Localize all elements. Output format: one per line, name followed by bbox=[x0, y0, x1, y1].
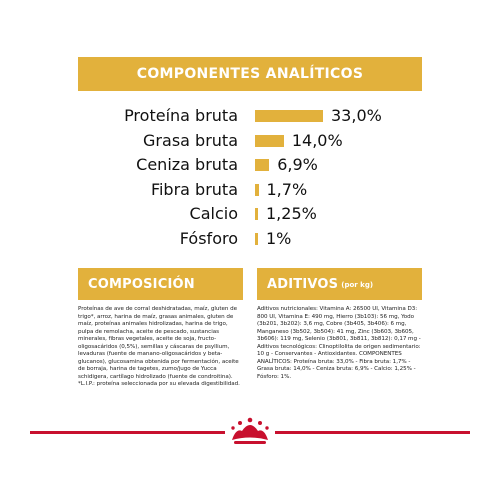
nutrient-value: 33,0% bbox=[331, 106, 382, 125]
nutrient-value: 1% bbox=[266, 228, 292, 248]
analytical-components-title: COMPONENTES ANALÍTICOS bbox=[136, 66, 364, 82]
nutrient-label: Proteína bruta bbox=[124, 106, 238, 125]
nutrient-row bbox=[0, 227, 500, 251]
nutrient-bar bbox=[255, 135, 284, 147]
nutrient-bar bbox=[255, 110, 323, 122]
composition-header bbox=[78, 268, 243, 300]
additives-header bbox=[257, 268, 422, 300]
nutrient-bar bbox=[255, 208, 258, 220]
nutrient-label: Fibra bruta bbox=[150, 179, 238, 199]
additives-panel bbox=[257, 268, 422, 389]
nutrient-label: Ceniza bruta bbox=[136, 155, 238, 174]
footer-divider-left bbox=[30, 431, 225, 434]
composition-title: COMPOSICIÓN bbox=[88, 276, 195, 292]
nutrient-bar bbox=[255, 159, 269, 171]
analytical-components-header bbox=[78, 57, 422, 91]
nutrient-bar bbox=[255, 233, 258, 245]
nutrient-row bbox=[0, 104, 500, 128]
royal-canin-crown-icon bbox=[228, 416, 272, 446]
nutrient-bar bbox=[255, 184, 259, 196]
footer-divider-right bbox=[275, 431, 470, 434]
footer bbox=[0, 416, 500, 446]
nutrient-label: Calcio bbox=[189, 204, 238, 223]
nutrient-value: 1,25% bbox=[266, 204, 317, 223]
nutrient-value: 1,7% bbox=[266, 179, 308, 199]
nutrient-value: 6,9% bbox=[277, 155, 318, 174]
nutrient-label: Fósforo bbox=[179, 228, 238, 248]
nutrient-row bbox=[0, 202, 500, 226]
composition-text: Proteínas de ave de corral deshidratadas, maíz, gluten de trigo*, arroz, harina de maíz, grasas animales, gluten de maíz, proteínas animales hidrolizadas, harina de trigo, pulpa de remolacha, aceite de pescado, sustancias minerales, fibras vegetales, aceite de soja, fructo-oligosacáridos (0,5%), semillas y cáscaras de psyllium, levaduras (fuente de manano-oligosacáridos y beta-glucanos), glucosamina obtenida por fermentación, aceite de borraja, harina de tagetes, zumo/jugo de Yucca schidigera, cartílago hidrolizado (fuente de condroitina). *L.I.P.: proteína seleccionada por su elevada digestibilidad. bbox=[78, 306, 240, 387]
nutrient-row bbox=[0, 178, 500, 202]
nutrient-value: 14,0% bbox=[291, 130, 343, 150]
additives-subtitle: (por kg) bbox=[341, 281, 374, 289]
nutrient-row bbox=[0, 153, 500, 177]
nutrient-row bbox=[0, 129, 500, 153]
composition-panel bbox=[78, 268, 243, 389]
additives-title: ADITIVOS bbox=[267, 276, 339, 292]
nutrient-label: Grasa bruta bbox=[143, 130, 238, 150]
additives-text: Aditivos nutricionales: Vitamina A: 26500 UI, Vitamina D3: 800 UI, Vitamina E: 490 mg, Hierro (3b103): 56 mg, Yodo (3b201, 3b202): 3,6 mg, Cobre (3b405, 3b406): 6 mg, Manganeso (3b502, 3b504): 41 mg, Zinc (3b603, 3b605, 3b606): 119 mg, Selenio (3b801, 3b811, 3b812): 0,17 mg - Aditivos tecnológicos: Clinoptilolita de origen sedimentario: 10 g - Conservantes - Antioxidantes. COMPONENTES ANALÍTICOS: Proteína bruta: 33,0% - Fibra bruta: 1,7% - Grasa bruta: 14,0% - Ceniza bruta: 6,9% - Calcio: 1,25% - Fósforo: 1%. bbox=[257, 306, 421, 380]
